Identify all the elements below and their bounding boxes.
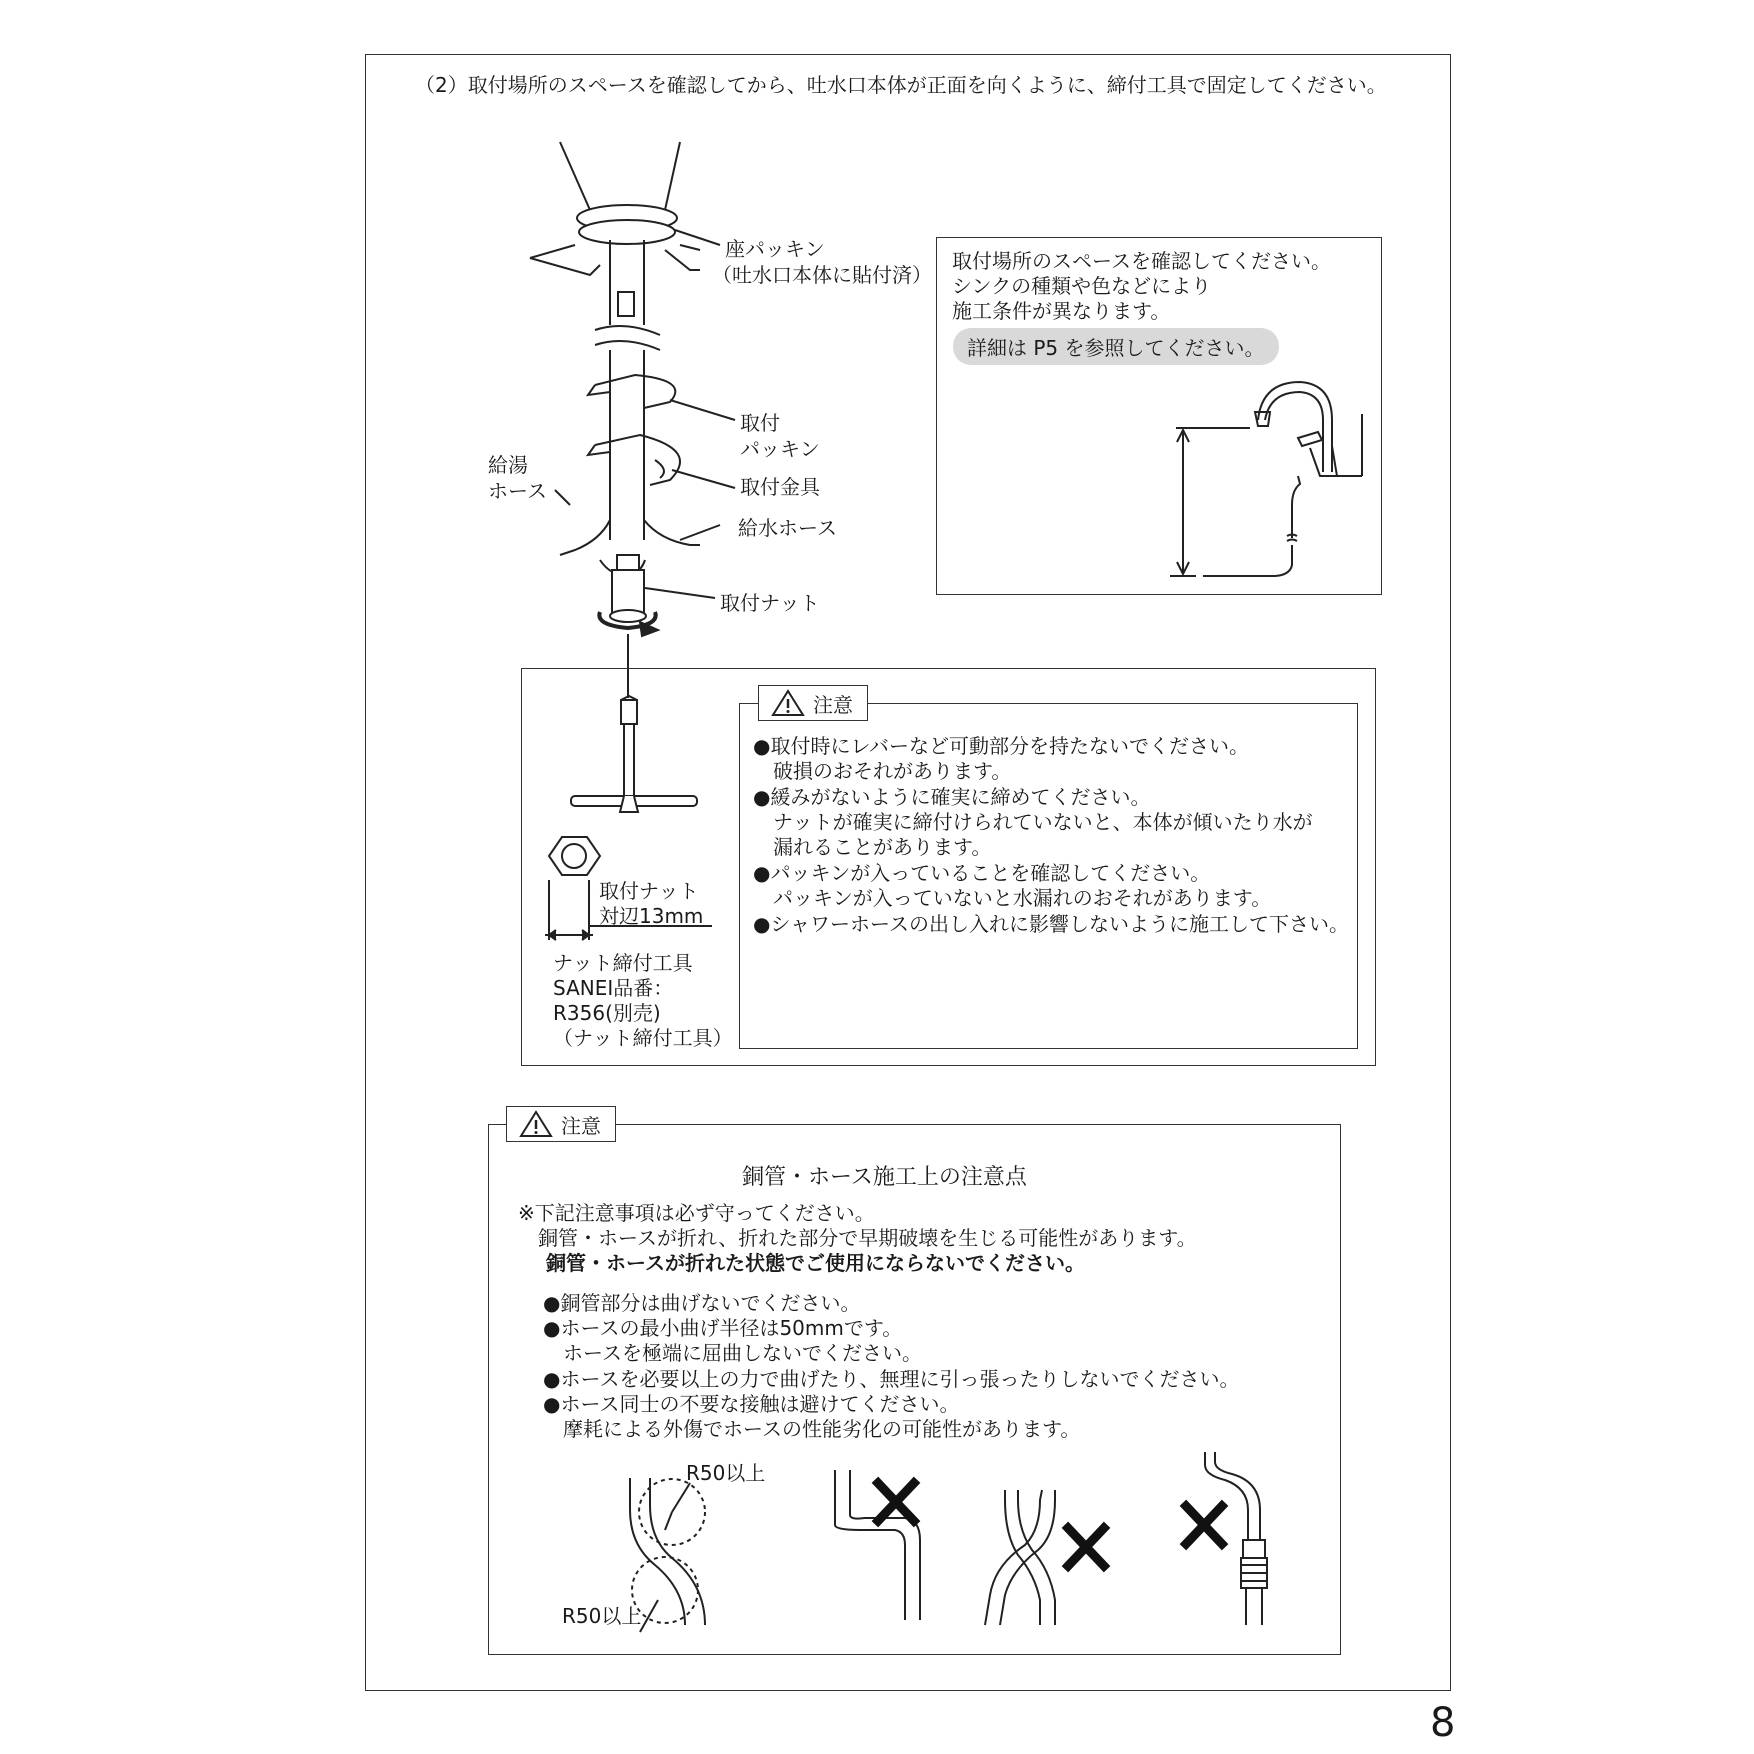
label-kyusui-hose: 給水ホース [738,516,837,540]
caution1-line-4: ナットが確実に締付けられていないと、本体が傾いたり水が [753,810,1313,834]
caution1-line-3: ●緩みがないように確実に締めてください。 [753,785,1151,809]
space-note-line-2: シンクの種類や色などにより [952,274,1212,298]
label-toritsuke-kanagu: 取付金具 [740,475,820,499]
caution1-tag-label: 注意 [813,692,853,717]
caution2-bullet-4: ●ホースを必要以上の力で曲げたり、無理に引っ張ったりしないでください。 [543,1367,1240,1391]
caution1-line-5: 漏れることがあります。 [753,835,992,859]
caution2-heading: 銅管・ホース施工上の注意点 [742,1165,1027,1190]
caution2-intro-bold: 銅管・ホースが折れた状態でご使用にならないでください。 [546,1251,1085,1275]
caution2-bullet-2: ●ホースの最小曲げ半径は50mmです。 [543,1316,903,1340]
space-note-line-1: 取付場所のスペースを確認してください。 [952,249,1331,273]
caution1-line-2: 破損のおそれがあります。 [753,759,1012,783]
label-kyuto-hose-2: ホース [488,479,547,503]
label-tool-2: SANEI品番： [553,976,674,1000]
caution1-line-7: パッキンが入っていないと水漏れのおそれがあります。 [753,886,1272,910]
label-za-packing: 座パッキン [725,237,825,261]
label-radius-top: R50以上 [686,1461,766,1485]
space-note-reference: 詳細は P5 を参照してください。 [953,328,1279,365]
page-number: 8 [1430,1700,1456,1746]
caution2-bullet-3: ホースを極端に屈曲しないでください。 [543,1341,922,1365]
caution1-line-6: ●パッキンが入っていることを確認してください。 [753,861,1211,885]
label-nut-size-2: 対辺13mm [599,904,704,928]
caution2-bullet-1: ●銅管部分は曲げないでください。 [543,1291,861,1315]
label-kyuto-hose-1: 給湯 [488,453,528,477]
label-nut-size-1: 取付ナット [599,879,699,903]
space-note-line-3: 施工条件が異なります。 [952,299,1171,323]
step-instruction: （2）取付場所のスペースを確認してから、吐水口本体が正面を向くように、締付工具で固定してください。 [415,73,1387,97]
caution2-tag-label: 注意 [561,1113,601,1138]
caution1-line-1: ●取付時にレバーなど可動部分を持たないでください。 [753,734,1250,758]
label-tool-4: （ナット締付工具） [553,1026,733,1050]
label-tool-1: ナット締付工具 [553,951,693,975]
label-toritsuke-packing-1: 取付 [740,411,780,435]
label-za-packing-note: （吐水口本体に貼付済） [712,263,932,287]
caution2-bullet-5: ●ホース同士の不要な接触は避けてください。 [543,1392,960,1416]
label-toritsuke-nut: 取付ナット [720,591,820,615]
label-radius-bottom: R50以上 [562,1604,642,1628]
label-tool-3: R356(別売) [553,1001,661,1025]
caution1-line-8: ●シャワーホースの出し入れに影響しないように施工して下さい。 [753,912,1350,936]
caution2-bullet-6: 摩耗による外傷でホースの性能劣化の可能性があります。 [543,1417,1081,1441]
caution2-intro-2: 銅管・ホースが折れ、折れた部分で早期破壊を生じる可能性があります。 [518,1226,1197,1250]
caution2-intro-1: ※下記注意事項は必ず守ってください。 [518,1201,875,1225]
label-toritsuke-packing-2: パッキン [740,437,820,461]
